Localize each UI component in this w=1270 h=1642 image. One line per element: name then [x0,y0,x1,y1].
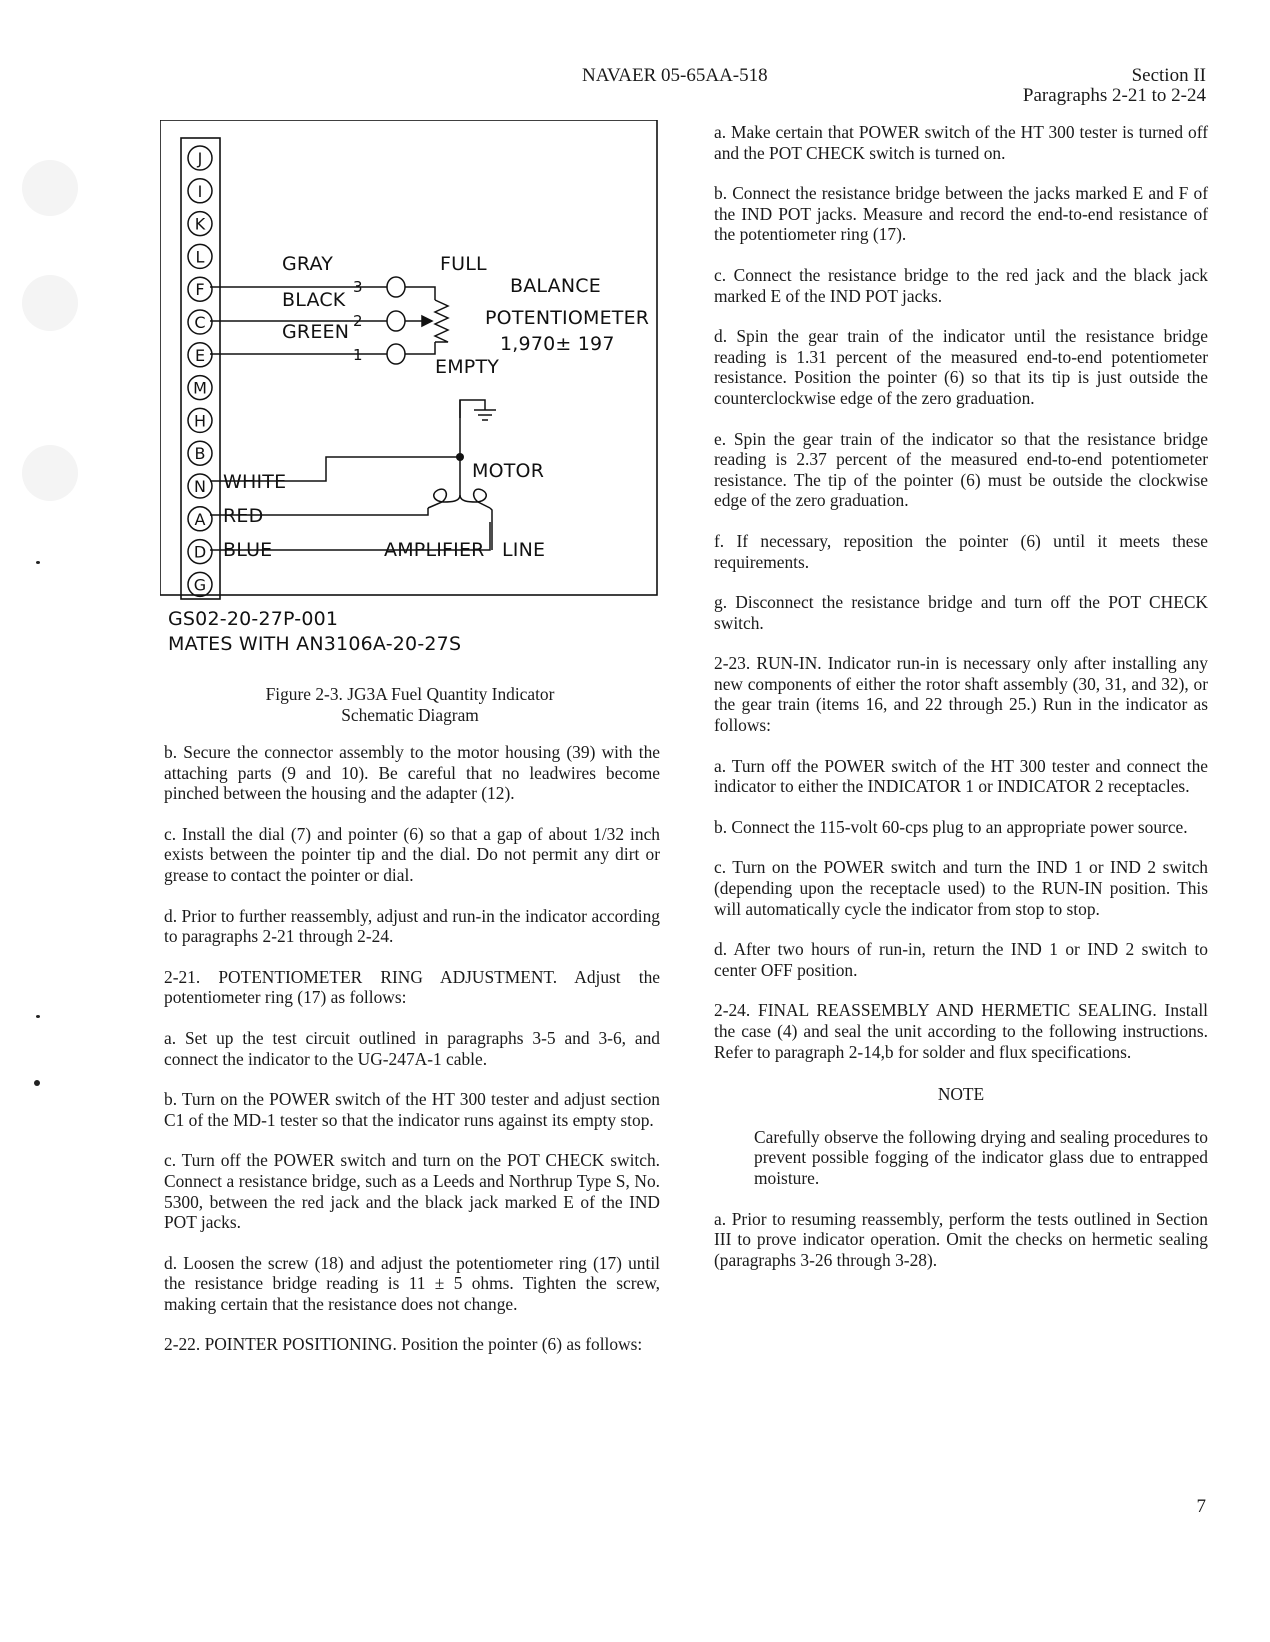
right-paragraph: e. Spin the gear train of the indicator so that the resistance bridge reading is 2.37 percent of the measured end-to-end potentiometer resistance. The tip of the pointer (6) must be outside the clockwise edge of the zero graduation. [714,428,1208,511]
right-paragraph: b. Connect the 115-volt 60-cps plug to an appropriate power source. [714,816,1188,837]
terminal-1 [387,344,405,364]
margin-mark [36,561,40,564]
right-paragraph: g. Disconnect the resistance bridge and turn off the POT CHECK switch. [714,592,1208,633]
label-blue: BLUE [223,539,273,561]
motor-coil-left [428,489,460,508]
left-paragraph: c. Install the dial (7) and pointer (6) so that a gap of about 1/32 inch exists between the pointer tip and the dial. Do not permit any dirt or grease to contact the pointer or dial. [164,823,660,885]
right-paragraph: a. Prior to resuming reassembly, perform the tests outlined in Section III to prove indicator operation. Omit the checks on hermetic sealing (paragraphs 3-26 through 3-28). [714,1208,1208,1270]
figure-caption [160,684,660,726]
connector-pin-g: G [193,575,207,595]
schematic-diagram [160,120,660,688]
label-green: GREEN [282,321,350,343]
right-paragraph: c. Turn on the POWER switch and turn the IND 1 or IND 2 switch (depending upon the receptacle used) to the RUN-IN position. This will automatically cycle the indicator from stop to stop. [714,857,1208,919]
punch-hole-shadow [22,445,78,501]
right-paragraph: d. Spin the gear train of the indicator until the resistance bridge reading is 1.31 percent of the measured end-to-end potentiometer resistance. Position the pointer (6) so that its tip is just outside the counterclockwise edge of the zero graduation. [714,326,1208,408]
connector-pin-i: I [197,181,203,201]
connector-pin-m: M [193,378,207,398]
margin-mark [36,1015,40,1018]
left-paragraph: d. Prior to further reassembly, adjust and run-in the indicator according to paragraphs 2-21 through 2-24. [164,905,660,947]
label-motor: MOTOR [472,460,545,482]
connector-pin-l: L [195,247,205,267]
left-paragraph: b. Secure the connector assembly to the motor housing (39) with the attaching parts (9 and 10). Be careful that no leadwires become pinched between the housing and the adapter (12). [164,742,660,804]
figure-caption-line2: Schematic Diagram [341,705,479,725]
connector-pin-a: A [194,509,206,529]
figure-caption-line1: Figure 2-3. JG3A Fuel Quantity Indicator [265,684,555,704]
right-paragraph: c. Connect the resistance bridge to the red jack and the black jack marked E of the IND POT jacks. [714,264,1208,306]
terminal-2-number: 2 [353,312,363,330]
pot-top-lead [405,287,435,300]
punch-hole-shadow [22,275,78,331]
page-number: 7 [1196,1496,1206,1517]
right-paragraph: a. Make certain that POWER switch of the HT 300 tester is turned off and the POT CHECK switch is turned on. [714,122,1208,163]
connector-part-number: GS02-20-27P-001 [168,608,339,630]
label-gray: GRAY [282,253,334,275]
punch-hole-shadow [22,160,78,216]
paragraphs-range: Paragraphs 2-21 to 2-24 [1022,85,1206,106]
section-label: Section II [1131,65,1206,86]
margin-mark [34,1080,40,1086]
motor-junction-dot [456,453,464,461]
left-paragraph: b. Turn on the POWER switch of the HT 300 tester and adjust section C1 of the MD-1 tester so that the indicator runs against its empty stop. [164,1089,660,1130]
connector-pin-h: H [193,411,207,431]
connector-pin-d: D [193,542,207,562]
connector-pin-n: N [194,477,206,496]
right-paragraph: b. Connect the resistance bridge between the jacks marked E and F of the IND POT jacks. Measure and record the end-to-end resistance of the potentiometer ring (17). [714,183,1208,245]
label-empty: EMPTY [435,356,500,378]
left-column [164,742,660,1355]
note-body: Carefully observe the following drying and sealing procedures to prevent possible fogging of the indicator glass due to entrapped moisture. [754,1126,1208,1188]
pot-bottom-lead [405,342,435,354]
label-line: LINE [502,539,546,561]
right-paragraph: 2-24. FINAL REASSEMBLY AND HERMETIC SEALING. Install the case (4) and seal the unit according to the following instructions. Refer to paragraph 2-14,b for solder and flux specifications. [714,1000,1208,1062]
label-white: WHITE [223,471,287,493]
label-amplifier: AMPLIFIER [384,539,485,561]
label-full: FULL [440,253,487,275]
label-black: BLACK [282,289,346,311]
left-paragraph: a. Set up the test circuit outlined in paragraphs 3-5 and 3-6, and connect the indicator to the UG-247A-1 cable. [164,1027,660,1069]
left-paragraph: d. Loosen the screw (18) and adjust the potentiometer ring (17) until the resistance bridge reading is 11 ± 5 ohms. Tighten the screw, making certain that the resistance does not change. [164,1252,660,1314]
connector-pin-k: K [194,214,206,234]
wiper-arrow [422,316,432,326]
note-heading: NOTE [937,1084,985,1105]
left-paragraph: 2-22. POINTER POSITIONING. Position the pointer (6) as follows: [164,1334,643,1355]
connector-pin-j: J [197,149,203,168]
mates-with-label: MATES WITH AN3106A-20-27S [168,633,462,655]
right-paragraph: 2-23. RUN-IN. Indicator run-in is necessary only after installing any new components of either the rotor shaft assembly (30, 31, and 32), or the gear train (items 16, and 22 through 25.) Run in the indicator as follows: [714,653,1208,736]
label-balance: BALANCE [510,275,601,297]
terminal-3 [387,277,405,297]
connector-strip [181,138,220,599]
doc-number: NAVAER 05-65AA-518 [582,65,768,86]
right-paragraph: a. Turn off the POWER switch of the HT 300 tester and connect the indicator to either the INDICATOR 1 or INDICATOR 2 receptacles. [714,755,1208,797]
right-paragraph: f. If necessary, reposition the pointer (6) until it meets these requirements. [714,530,1208,572]
label-pot-value: 1,970± 197 [500,333,615,355]
connector-pin-e: E [194,345,206,365]
right-column [714,122,1208,1270]
motor-coil-right [460,489,490,508]
terminal-3-number: 3 [353,278,363,296]
label-potentiometer: POTENTIOMETER [485,307,650,329]
left-paragraph: c. Turn off the POWER switch and turn on the POT CHECK switch. Connect a resistance bridge, such as a Leeds and Northrup Type S, No. 5300, between the red jack and the black jack marked E of the IND POT jacks. [164,1150,660,1233]
connector-pin-b: B [194,444,206,464]
connector-pins [188,146,212,596]
terminal-1-number: 1 [353,346,363,364]
right-paragraph: d. After two hours of run-in, return the IND 1 or IND 2 switch to center OFF position. [714,939,1208,980]
left-paragraph: 2-21. POTENTIOMETER RING ADJUSTMENT. Adjust the potentiometer ring (17) as follows: [164,966,660,1008]
pot-resistor [435,300,448,342]
terminal-2 [387,311,405,331]
label-red: RED [223,505,264,527]
connector-pin-f: F [195,280,205,300]
connector-pin-c: C [194,313,206,332]
